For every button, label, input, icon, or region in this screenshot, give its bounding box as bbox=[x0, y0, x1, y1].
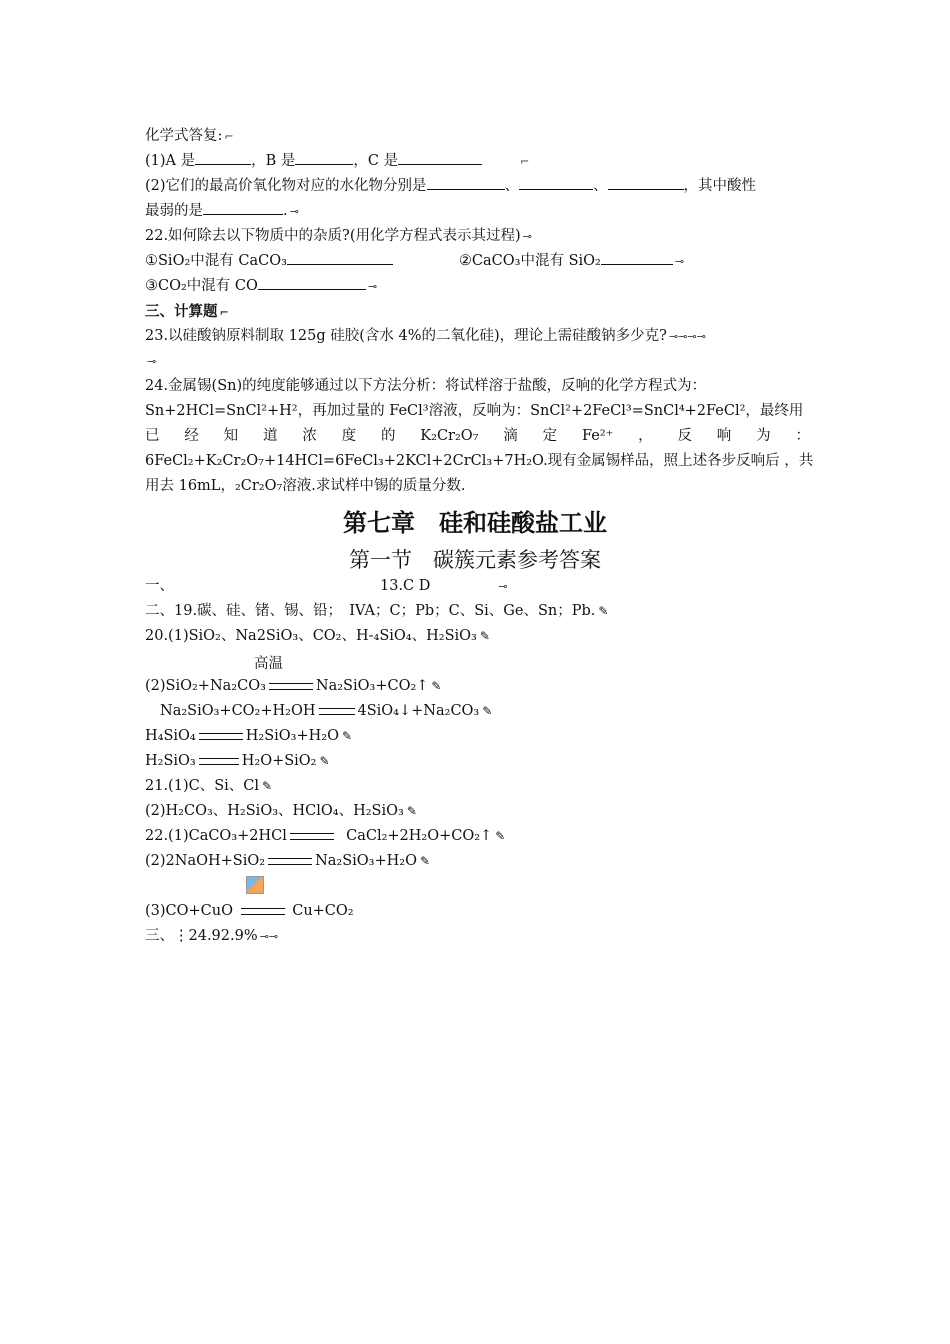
answer-22-2: (2)2NaOH+SiO₂ Na₂SiO₃+H₂O ✎ bbox=[145, 849, 810, 874]
pen-icon: ✎ bbox=[419, 854, 431, 868]
q21-line3: 最弱的是 . ⊸ bbox=[145, 199, 810, 224]
paragraph-mark-icon: ⊸⊸⊸⊸ bbox=[668, 330, 706, 343]
answer-20-3: Na₂SiO₃+CO₂+H₂OH 4SiO₄↓+Na₂CO₃ ✎ bbox=[160, 699, 825, 724]
paragraph-mark-icon: ⊸ bbox=[289, 205, 299, 218]
answer-20-1: 20.(1)SiO₂、Na2SiO₃、CO₂、H-₄SiO₄、H₂SiO₃ ✎ bbox=[145, 624, 810, 649]
blank-weakest bbox=[203, 200, 283, 215]
q21-line2: (2)它们的最高价氧化物对应的水化物分别是 、 、 ，其中酸性 bbox=[145, 174, 810, 199]
answer-20-5: H₂SiO₃ H₂O+SiO₂ ✎ bbox=[145, 749, 810, 774]
pen-icon: ✎ bbox=[319, 754, 330, 768]
q22-items-1-2: ①SiO₂中混有 CaCO₃ ②CaCO₃中混有 SiO₂ ⊸ bbox=[145, 249, 810, 274]
chapter-title: 第七章 硅和硅酸盐工业 bbox=[343, 509, 607, 537]
equals-arrow bbox=[290, 833, 334, 840]
equals-arrow bbox=[199, 733, 243, 740]
paragraph-mark-icon: ⊸ bbox=[674, 255, 685, 268]
blank-acid-3 bbox=[608, 175, 684, 190]
answer-21-1: 21.(1)C、Si、Cl ✎ bbox=[145, 774, 810, 799]
answer-21-2: (2)H₂CO₃、H₂SiO₃、HClO₄、H₂SiO₃ ✎ bbox=[145, 799, 810, 824]
blank-a bbox=[195, 150, 251, 165]
equals-arrow bbox=[241, 908, 285, 915]
equals-arrow bbox=[269, 683, 313, 690]
equals-arrow bbox=[199, 758, 239, 765]
answer-19: 二、19.碳、硅、锗、锡、铅； IVA；C；Pb；C、Si、Ge、Sn；Pb. ✎ bbox=[145, 599, 810, 624]
section-title: 第一节 碳簇元素参考答案 bbox=[349, 548, 601, 572]
pen-icon: ✎ bbox=[495, 829, 506, 843]
blank-c bbox=[398, 150, 482, 165]
equals-arrow bbox=[319, 708, 355, 715]
q22-title: 22.如何除去以下物质中的杂质?(用化学方程式表示其过程) ⊸ bbox=[145, 228, 532, 244]
q24-line3: 已 经 知 道 浓 度 的 K₂Cr₂O₇ 滴 定 Fe²⁺ ， 反 响 为 ： bbox=[145, 428, 810, 444]
paragraph-mark-icon: ⌐ bbox=[224, 130, 234, 143]
answer-20-2: (2)SiO₂+Na₂CO₃ Na₂SiO₃+CO₂↑ ✎ bbox=[145, 674, 810, 699]
section-3-title: 三、计算题 ⌐ bbox=[145, 303, 229, 320]
pen-icon: ✎ bbox=[482, 704, 493, 718]
paragraph-mark-icon: ⌐ bbox=[219, 306, 229, 319]
q24-line5: 用去 16mL，₂Cr₂O₇溶液.求试样中锡的质量分数. bbox=[145, 478, 466, 494]
q23: 23.以硅酸钠原料制取 125g 硅胶(含水 4%的二氧化硅)，理论上需硅酸钠多少克? ⊸⊸⊸⊸ bbox=[145, 328, 706, 344]
pen-icon: ✎ bbox=[262, 779, 273, 793]
paragraph-mark-icon: ⊸ bbox=[498, 580, 508, 593]
q22-item-3: ③CO₂中混有 CO ⊸ bbox=[145, 274, 810, 299]
answer-22-1: 22.(1)CaCO₃+2HCl CaCl₂+2H₂O+CO₂↑ ✎ bbox=[145, 824, 810, 849]
q24-line2: Sn+2HCl=SnCl²+H²，再加过量的 FeCl³溶液，反响为：SnCl²+2FeCl³=SnCl⁴+2FeCl²，最终用 bbox=[145, 403, 804, 419]
answer-3: 三、⋮24.92.9% ⊸⊸ bbox=[145, 928, 279, 944]
blank-q22-1 bbox=[287, 250, 393, 265]
paragraph-mark-icon: ⊸ bbox=[367, 280, 378, 293]
pen-icon: ✎ bbox=[341, 729, 353, 743]
paragraph-mark-icon: ⊸ bbox=[147, 355, 157, 368]
pen-icon: ✎ bbox=[431, 679, 442, 693]
blank-q22-3 bbox=[258, 275, 366, 290]
equals-arrow bbox=[268, 858, 312, 865]
pen-icon: ✎ bbox=[598, 604, 609, 618]
paragraph-mark-icon: ⊸⊸ bbox=[259, 930, 279, 943]
condition-high-temp: 高温 bbox=[254, 656, 283, 672]
q21-intro: 化学式答复: ⌐ bbox=[145, 128, 234, 144]
q24-line1: 24.金属锡(Sn)的纯度能够通过以下方法分析：将试样溶于盐酸，反响的化学方程式为： bbox=[145, 378, 707, 394]
paragraph-mark-icon: ⊸ bbox=[522, 230, 532, 243]
pen-icon: ✎ bbox=[479, 629, 490, 643]
blank-acid-2 bbox=[519, 175, 593, 190]
q24-line4: 6FeCl₂+K₂Cr₂O₇+14HCl=6FeCl₃+2KCl+2CrCl₃+7H₂O.现有金属锡样品，照上述各步反响后 ，共 bbox=[145, 453, 814, 469]
paragraph-mark-icon: ⌐ bbox=[520, 155, 530, 168]
blank-b bbox=[295, 150, 353, 165]
pen-icon: ✎ bbox=[406, 804, 417, 818]
blank-q22-2 bbox=[601, 250, 673, 265]
q23-empty-line bbox=[145, 349, 810, 374]
image-placeholder-icon bbox=[246, 876, 264, 894]
blank-acid-1 bbox=[427, 175, 505, 190]
answer-1: 一、 13.C D ⊸ bbox=[145, 578, 508, 594]
answer-22-3: (3)CO+CuO Cu+CO₂ bbox=[145, 903, 354, 919]
answer-20-4: H₄SiO₄ H₂SiO₃+H₂O ✎ bbox=[145, 724, 810, 749]
q21-line1: (1)A 是 ，B 是 ，C 是 ⌐ bbox=[145, 149, 810, 174]
